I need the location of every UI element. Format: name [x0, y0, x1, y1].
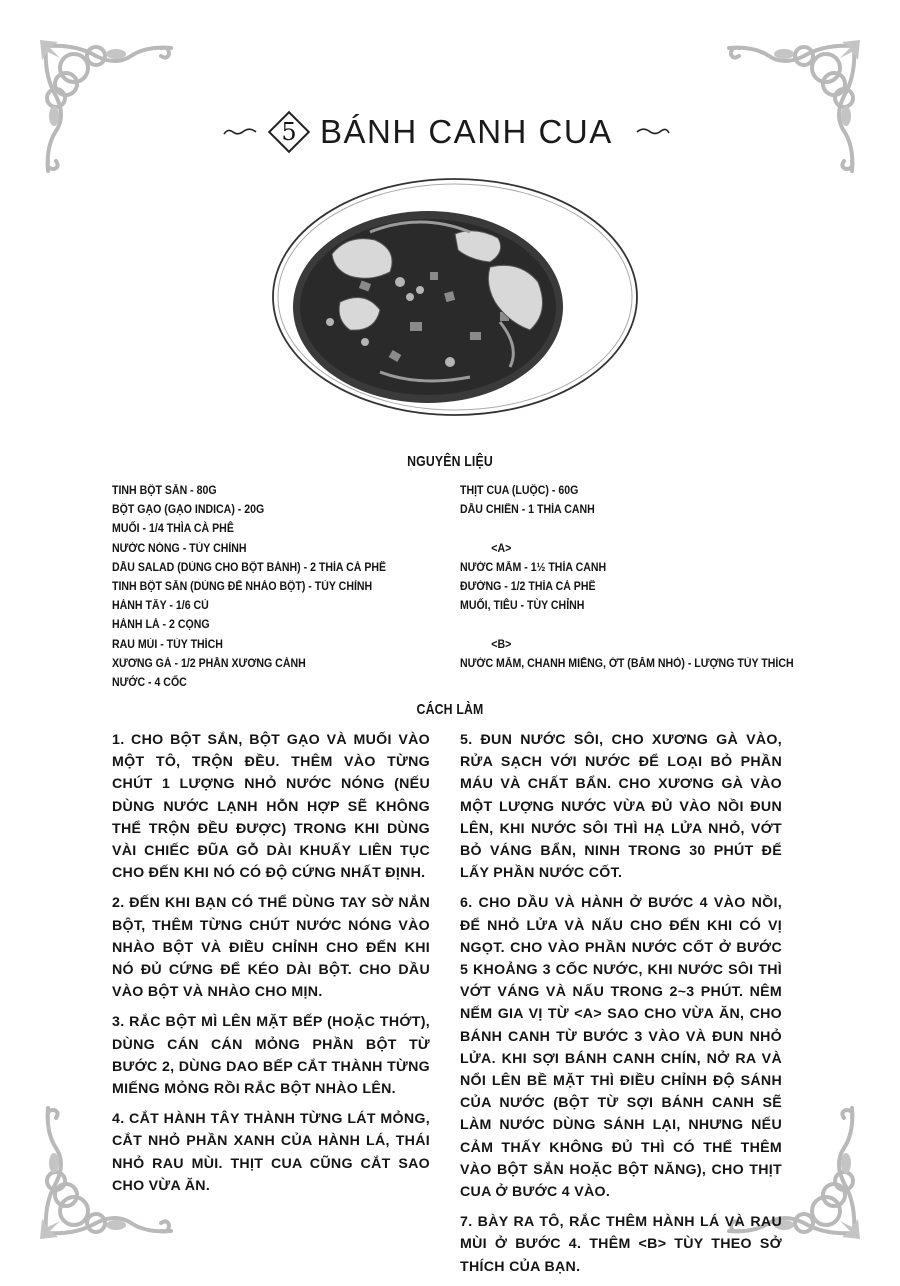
- bowl-image: [270, 172, 640, 422]
- ingredient-item: BỘT GẠO (GẠO INDICA) - 20G: [112, 504, 265, 517]
- recipe-title: BÁNH CANH CUA: [320, 113, 613, 150]
- method-steps-right: [460, 729, 782, 1286]
- ingredient-item: HÀNH TÂY - 1/6 CỦ: [112, 600, 209, 613]
- ingredients-left-list: [112, 482, 410, 693]
- corner-ornament-top-left: [36, 36, 176, 176]
- method-step: 2. ĐẾN KHI BẠN CÓ THỂ DÙNG TAY SỜ NẮN BỘT, THÊM TỪNG CHÚT NƯỚC NÓNG VÀO NHÀO BỘT VÀ ĐIỀU CHỈNH CHO ĐẾN KHI NÓ ĐỦ CỨNG ĐỂ KÉO DÀI BỘT. CHO DẦU VÀO BỘT VÀ NHÀO CHO MỊN.: [112, 895, 430, 1001]
- flourish-icon: [36, 36, 176, 176]
- flourish-icon: [724, 36, 864, 176]
- ingredient-item: TINH BỘT SẮN (DÙNG ĐỂ NHÀO BỘT) - TÙY CHỈNH: [112, 580, 373, 593]
- ingredients-heading: NGUYÊN LIỆU: [407, 453, 493, 470]
- ingredient-item: NƯỚC MẮM, CHANH MIẾNG, ỚT (BĂM NHỎ) - LƯỢNG TÙY THÍCH: [460, 657, 794, 670]
- recipe-title-row: [222, 104, 692, 160]
- ingredient-item: THỊT CUA (LUỘC) - 60G: [460, 485, 579, 497]
- ingredients-right-list: [460, 482, 823, 674]
- method-step: 5. ĐUN NƯỚC SÔI, CHO XƯƠNG GÀ VÀO, RỬA SẠCH VỚI NƯỚC ĐỂ LOẠI BỎ PHẦN MÁU VÀ CHẤT BẨN. CHO XƯƠNG GÀ VÀO MỘT LƯỢNG NƯỚC VỪA ĐỦ VÀO NỒI ĐUN LÊN, KHI NƯỚC SÔI THÌ HẠ LỬA NHỎ, VỚT BỎ VÁNG BẨN, NINH TRONG 30 PHÚT ĐỂ LẤY PHẦN NƯỚC CỐT.: [460, 732, 782, 882]
- ingredient-item: NƯỚC NÓNG - TÙY CHỈNH: [112, 542, 247, 555]
- ingredient-item: TINH BỘT SẮN - 80G: [112, 485, 217, 497]
- ingredient-item: MUỐI - 1/4 THÌA CÀ PHÊ: [112, 523, 234, 536]
- ingredient-item: DẦU CHIÊN - 1 THÌA CANH: [460, 504, 595, 517]
- method-heading: CÁCH LÀM: [416, 701, 484, 718]
- corner-ornament-top-right: [724, 36, 864, 176]
- method-steps-left: [112, 729, 430, 1205]
- ingredient-item: RAU MÙI - TÙY THÍCH: [112, 638, 223, 651]
- seasoning-group-b-label: <B>: [491, 638, 512, 651]
- ingredient-item: NƯỚC - 4 CỐC: [112, 676, 187, 689]
- method-step: 4. CẮT HÀNH TÂY THÀNH TỪNG LÁT MỎNG, CẮT NHỎ PHẦN XANH CỦA HÀNH LÁ, THÁI NHỎ RAU MÙI. THỊT CUA CŨNG CẮT SAO CHO VỪA ĂN.: [112, 1111, 430, 1194]
- swash-right-icon: [635, 125, 671, 139]
- ingredient-item: XƯƠNG GÀ - 1/2 PHẦN XƯƠNG CÁNH: [112, 657, 306, 670]
- swash-left-icon: [222, 125, 258, 139]
- method-step: 6. CHO DẦU VÀ HÀNH Ở BƯỚC 4 VÀO NỒI, ĐỂ NHỎ LỬA VÀ NẤU CHO ĐẾN KHI CÓ VỊ NGỌT. CHO VÀO PHẦN NƯỚC CỐT Ở BƯỚC 5 KHOẢNG 3 CỐC NƯỚC, KHI NƯỚC SÔI THÌ VỚT VÁNG VÀ NẤU TRONG 2~3 PHÚT. NÊM NẾM GIA VỊ TỪ <A> SAO CHO VỪA ĂN, CHO BÁNH CANH TỪ BƯỚC 3 VÀO VÀ ĐUN NHỎ LỬA. KHI SỢI BÁNH CANH CHÍN, NỞ RA VÀ NỔI LÊN BỀ MẶT THÌ ĐIỀU CHỈNH ĐỘ SÁNH CỦA NƯỚC (BỘT TỪ SỢI BÁNH CANH SẼ LÀM NƯỚC DÙNG SÁNH LẠI, NHƯNG NẾU CẢM THẤY KHÔNG ĐỦ THÌ CÓ THỂ THÊM VÀO BỘT SẮN HOẶC BỘT NĂNG), CHO THỊT CUA Ở BƯỚC 4 VÀO.: [460, 895, 782, 1201]
- ingredient-item: HÀNH LÁ - 2 CỌNG: [112, 619, 210, 632]
- method-step: 3. RẮC BỘT MÌ LÊN MẶT BẾP (HOẶC THỚT), DÙNG CÁN CÁN MỎNG PHẦN BỘT TỪ BƯỚC 2, DÙNG DAO BẾP CẮT THÀNH TỪNG MIẾNG MỎNG RỒI RẮC BỘT NHÀO LÊN.: [112, 1014, 430, 1098]
- seasoning-group-a-label: <A>: [491, 542, 512, 555]
- ingredient-item: ĐƯỜNG - 1/2 THÌA CÀ PHÊ: [460, 580, 596, 593]
- method-step: 7. BÀY RA TÔ, RẮC THÊM HÀNH LÁ VÀ RAU MÙI Ở BƯỚC 4. THÊM <B> TÙY THEO SỞ THÍCH CỦA BẠN.: [460, 1214, 782, 1275]
- ingredient-item: MUỐI, TIÊU - TÙY CHỈNH: [460, 600, 585, 613]
- soup-bowl-illustration: [270, 172, 640, 422]
- recipe-number-badge: [272, 115, 306, 149]
- recipe-number: 5: [281, 118, 297, 146]
- ingredient-item: DẦU SALAD (DÙNG CHO BỘT BÁNH) - 2 THÌA CÀ PHÊ: [112, 561, 387, 574]
- method-step: 1. CHO BỘT SẮN, BỘT GẠO VÀ MUỐI VÀO MỘT TÔ, TRỘN ĐỀU. THÊM VÀO TỪNG CHÚT 1 LƯỢNG NHỎ NƯỚC NÓNG (NẾU DÙNG NƯỚC LẠNH HỖN HỢP SẼ KHÔNG THỂ TRỘN ĐỀU ĐƯỢC) TRONG KHI DÙNG VÀI CHIẾC ĐŨA GỖ DÀI KHUẤY LIÊN TỤC CHO ĐẾN KHI NÓ CÓ ĐỘ CỨNG NHẤT ĐỊNH.: [112, 732, 430, 882]
- ingredient-item: NƯỚC MẮM - 1½ THÌA CANH: [460, 561, 607, 574]
